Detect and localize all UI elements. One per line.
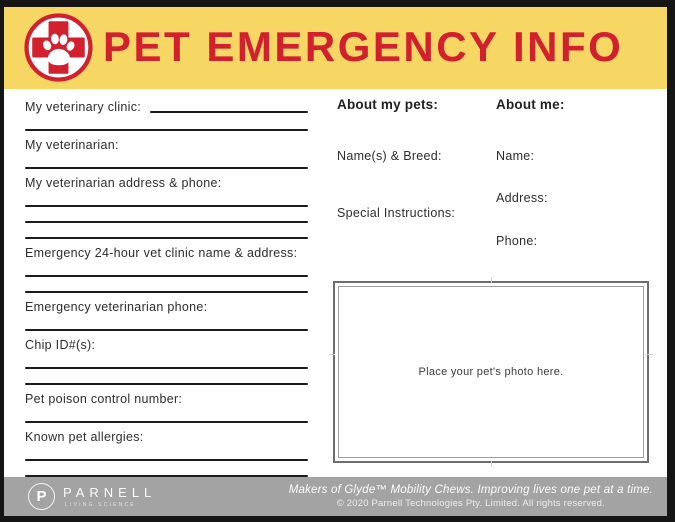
field-label: Known pet allergies: [25, 430, 144, 444]
guide-tick [491, 461, 492, 467]
guide-tick [329, 354, 335, 355]
field-label: Emergency 24-hour vet clinic name & address: [25, 246, 298, 260]
write-line [25, 275, 308, 277]
pet-photo-placeholder-box [333, 281, 649, 463]
field-label: Emergency veterinarian phone: [25, 300, 208, 314]
write-line [150, 111, 308, 113]
parnell-logo [28, 483, 156, 510]
photo-placeholder-text: Place your pet's photo here. [418, 366, 564, 378]
address-label: Address: [496, 191, 548, 205]
brand-name: PARNELL [63, 484, 157, 500]
brand-tagline: LIVING SCIENCE [65, 501, 136, 508]
form-fields-column [25, 100, 308, 477]
about-pets-heading: About my pets: [337, 97, 439, 112]
write-line [25, 329, 308, 331]
photo-inner-frame [338, 286, 644, 458]
footer-tagline: Makers of Glyde™ Mobility Chews. Improving lives one pet at a time. [288, 484, 653, 496]
guide-tick [647, 354, 653, 355]
special-instructions-label: Special Instructions: [337, 206, 456, 220]
header-banner [4, 7, 667, 89]
write-line [25, 237, 308, 239]
write-line [25, 205, 308, 207]
guide-tick [491, 277, 492, 283]
field-label: My veterinarian: [25, 138, 119, 152]
write-line [25, 459, 308, 461]
field-label: My veterinary clinic: [25, 100, 142, 114]
phone-label: Phone: [496, 234, 538, 248]
about-me-section [496, 97, 646, 248]
about-me-heading: About me: [496, 97, 565, 112]
pet-emergency-form-page [4, 7, 667, 516]
footer-text-block [289, 484, 653, 509]
name-label: Name: [496, 149, 535, 163]
write-line [25, 383, 308, 385]
write-line [25, 167, 308, 169]
about-my-pets-section [337, 97, 487, 220]
field-label: Chip ID#(s): [25, 338, 96, 352]
write-line [25, 221, 308, 223]
field-label: My veterinarian address & phone: [25, 176, 222, 190]
write-line [25, 367, 308, 369]
page-title: PET EMERGENCY INFO [103, 23, 624, 70]
field-label: Pet poison control number: [25, 392, 183, 406]
field-vet-clinic [25, 100, 308, 114]
name-breed-label: Name(s) & Breed: [337, 149, 442, 163]
footer-bar [4, 477, 667, 516]
paw-cross-icon [23, 12, 94, 83]
write-line [25, 291, 308, 293]
parnell-p-icon: P [28, 483, 55, 510]
write-line [25, 421, 308, 423]
write-line [25, 129, 308, 131]
footer-copyright: © 2020 Parnell Technologies Pty. Limited. All rights reserved. [336, 498, 605, 509]
